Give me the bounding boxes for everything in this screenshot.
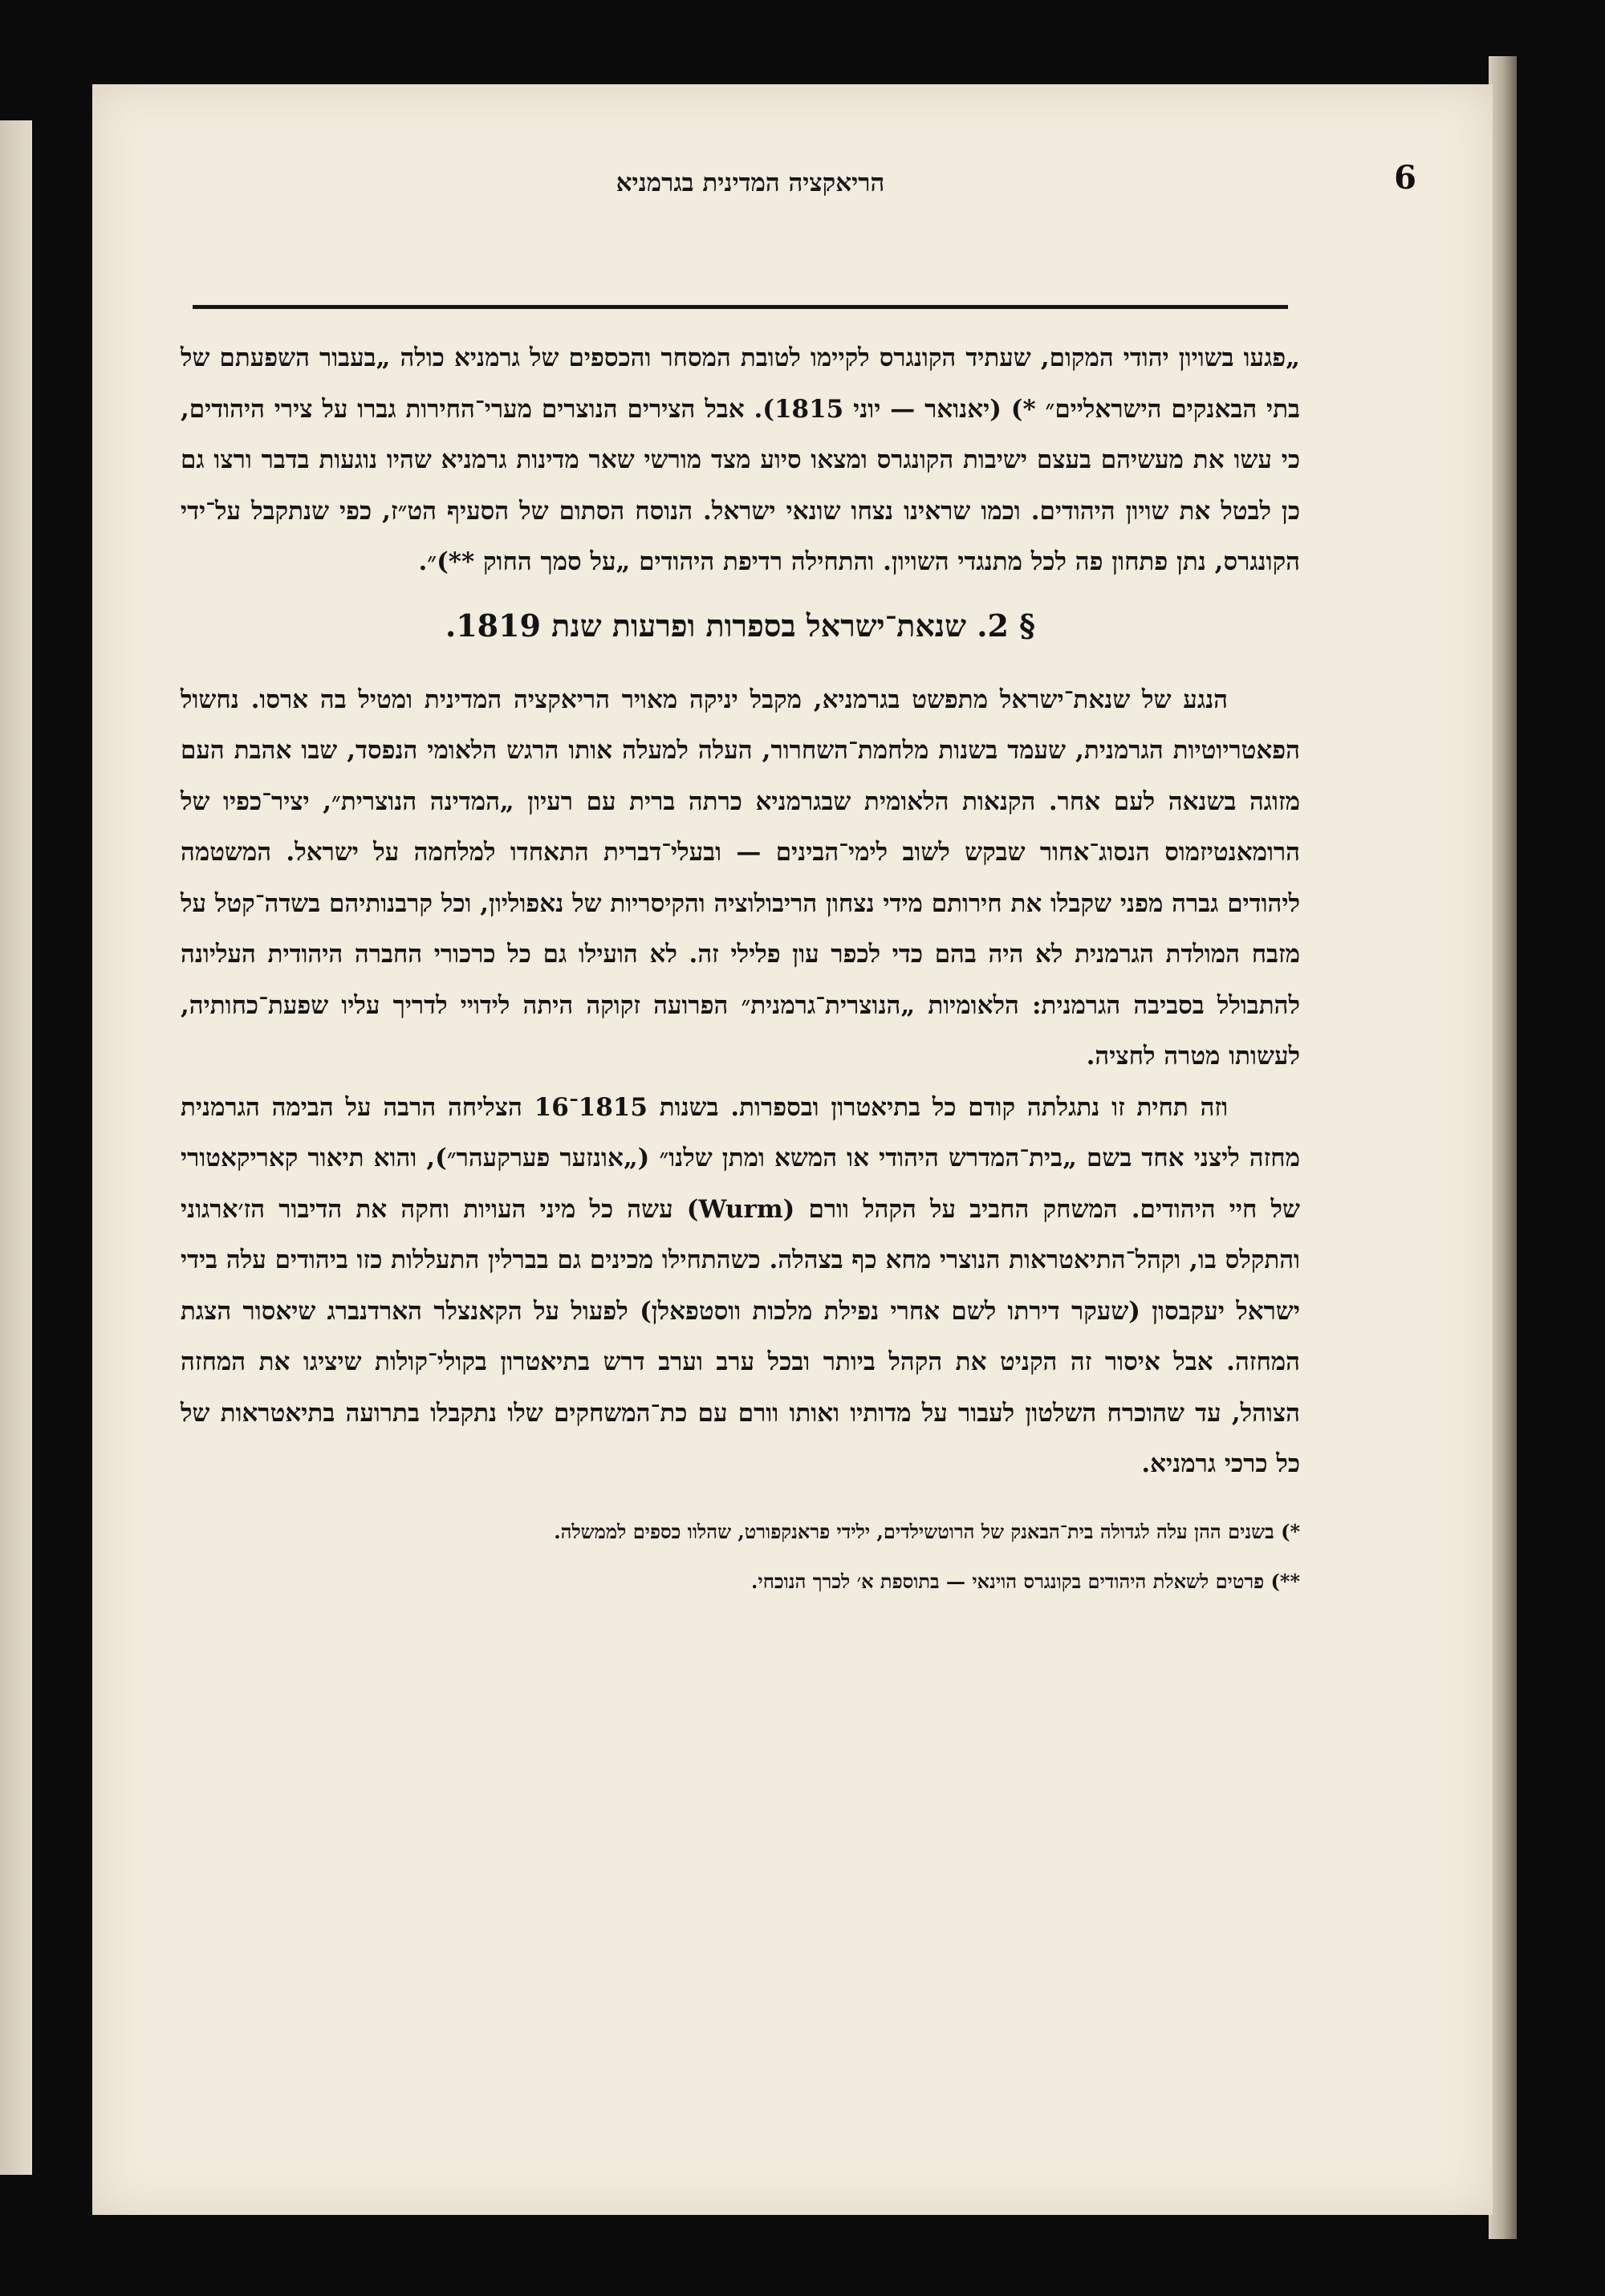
footnote-1: *) בשנים ההן עלה לגדולה בית־הבאנק של הרוטשילדים, ילידי פראנקפורט, שהלוו כספים לממשלה. bbox=[554, 1519, 1300, 1543]
book-edge bbox=[1489, 56, 1517, 2239]
footnotes bbox=[181, 1514, 1300, 1599]
paragraph: וזה תחית זו נתגלתה קודם כל בתיאטרון ובספרות. בשנות 1815־16 הצליחה הרבה על הבימה הגרמנית מחזה ליצני אחד בשם „בית־המדרש היהודי או המשא ומתן שלנו״ („אונזער פערקעהר״), והוא תיאור קאריקאטורי של חיי היהודים. המשחק החביב על הקהל וורם (Wurm) עשה כל מיני העויות וחקה את הדיבור הז׳ארגוני והתקלס בו, וקהל־התיאטראות הנוצרי מחא כף בצהלה. כשהתחילו מכינים גם בברלין התעללות כזו ביהודים עלה בידי ישראל יעקבסון (שעקר דירתו לשם אחרי נפילת מלכות ווסטפאלן) לפעול על הקאנצלר הארדנברג שיאסור הצגת המחזה. אבל איסור זה הקניט את הקהל ביותר ובכל ערב וערב דרש בתיאטרון בקולי־קולות שיציגו את המחזה הצוהל, עד שהוכרח השלטון לעבור על מדותיו ואותו וורם עם כת־המשחקים שלו נתקבלו בתרועה בתיאטראות של כל כרכי גרמניא. bbox=[181, 1092, 1300, 1478]
paragraph: „פגעו בשויון יהודי המקום, שעתיד הקונגרס לקיימו לטובת המסחר והכספים של גרמניא כולה „בעבור השפעתם של בתי הבאנקים הישראליים״ *) (יאנואר — יוני 1815). אבל הצירים הנוצרים מערי־החירות גברו על צירי היהודים, כי עשו את מעשיהם בעצם ישיבות הקונגרס ומצאו סיוע מצד מורשי שאר מדינות גרמניא שהיו נוגעות בדבר ורצו גם כן לבטל את שויון היהודים. וכמו שראינו נצחו שונאי ישראל. הנוסח הסתום של הסעיף הט״ז, כפי שנתקבל על־ידי הקונגרס, נתן פתחון פה לכל מתנגדי השויון. והתחילה רדיפת היהודים „על סמך החוק **)״. bbox=[181, 343, 1300, 576]
running-head bbox=[92, 159, 1416, 215]
paragraph: הנגע של שנאת־ישראל מתפשט בגרמניא, מקבל יניקה מאויר הריאקציה המדינית ומטיל בה ארסו. נחשול הפאטריוטיות הגרמנית, שעמד בשנות מלחמת־השחרור, העלה למעלה אותו הרגש הלאומי הנפסד, שבו אהבת העם מזוגה בשנאה לעם אחר. הקנאות הלאומית שבגרמניא כרתה ברית עם רעיון „המדינה הנוצרית״, יציר־כפיו של הרומאנטיזמוס הנסוג־אחור שבקש לשוב לימי־הבינים — ובעלי־דברית התאחדו למלחמה על ישראל. המשטמה ליהודים גברה מפני שקבלו את חירותם מידי נצחון הריבולוציה והקיסריות של נאפוליון, וכל קרבנותיהם בשדה־קטל על מזבח המולדת הגרמנית לא היה בהם כדי לכפר עון פלילי זה. לא הועילו גם כל כרכורי החברה היהודית העליונה להתבולל בסביבה הגרמנית: הלאומיות „הנוצרית־גרמנית״ הפרועה זקוקה היתה לידויי לדריך עליו שפעת־כחותיה, לעשותו מטרה לחציה. bbox=[181, 685, 1300, 1071]
page-number: 6 bbox=[1394, 159, 1416, 197]
running-title: הריאקציה המדינית בגרמניא bbox=[616, 169, 885, 197]
footnote-2: **) פרטים לשאלת היהודים בקונגרס הוינאי — בתוספת א׳ לכרך הנוכחי. bbox=[751, 1569, 1300, 1593]
facing-page-edge bbox=[0, 120, 32, 2175]
header-rule bbox=[193, 305, 1288, 309]
section-heading: § 2. שנאת־ישראל בספרות ופרעות שנת 1819. bbox=[445, 607, 1036, 644]
main-text bbox=[181, 333, 1300, 1599]
